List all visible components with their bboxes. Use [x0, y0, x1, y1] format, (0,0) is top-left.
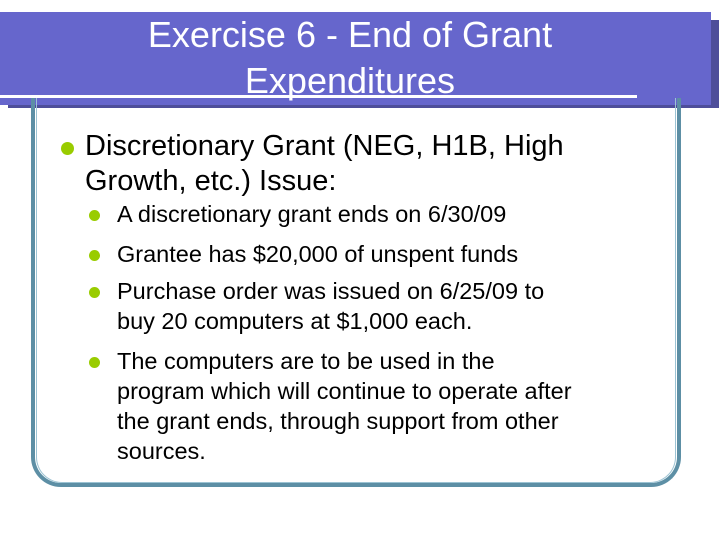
- sub-bullet-1-line-1: A discretionary grant ends on 6/30/09: [117, 201, 507, 227]
- sub-bullet-1: [117, 199, 667, 229]
- sub-bullet-2: [117, 239, 667, 269]
- sub-bullet-4-line-2: program which will continue to operate after: [117, 378, 572, 404]
- sub-bullet-3: [117, 276, 667, 336]
- sub-bullet-4-line-1: The computers are to be used in the: [117, 348, 495, 374]
- slide-title-line-2: Expenditures: [244, 60, 456, 101]
- main-bullet-line-1: Discretionary Grant (NEG, H1B, High: [85, 130, 564, 162]
- sub-bullet-4-line-3: the grant ends, through support from other: [117, 408, 559, 434]
- sub-bullet-4: [117, 346, 667, 466]
- sub-bullet-3-line-2: buy 20 computers at $1,000 each.: [117, 308, 473, 334]
- slide-title: [40, 12, 660, 104]
- sub-bullet-2-line-1: Grantee has $20,000 of unspent funds: [117, 241, 519, 267]
- sub-bullet-3-line-1: Purchase order was issued on 6/25/09 to: [117, 278, 545, 304]
- main-bullet-text: [85, 129, 645, 199]
- main-bullet-line-2: Growth, etc.) Issue:: [85, 165, 337, 197]
- slide-title-line-1: Exercise 6 - End of Grant: [147, 14, 553, 55]
- bullet-icon: [89, 287, 100, 298]
- bullet-icon: [89, 250, 100, 261]
- bullet-icon: [89, 357, 100, 368]
- sub-bullet-4-line-4: sources.: [117, 438, 206, 464]
- bullet-icon: [89, 210, 100, 221]
- bullet-icon: [61, 142, 74, 155]
